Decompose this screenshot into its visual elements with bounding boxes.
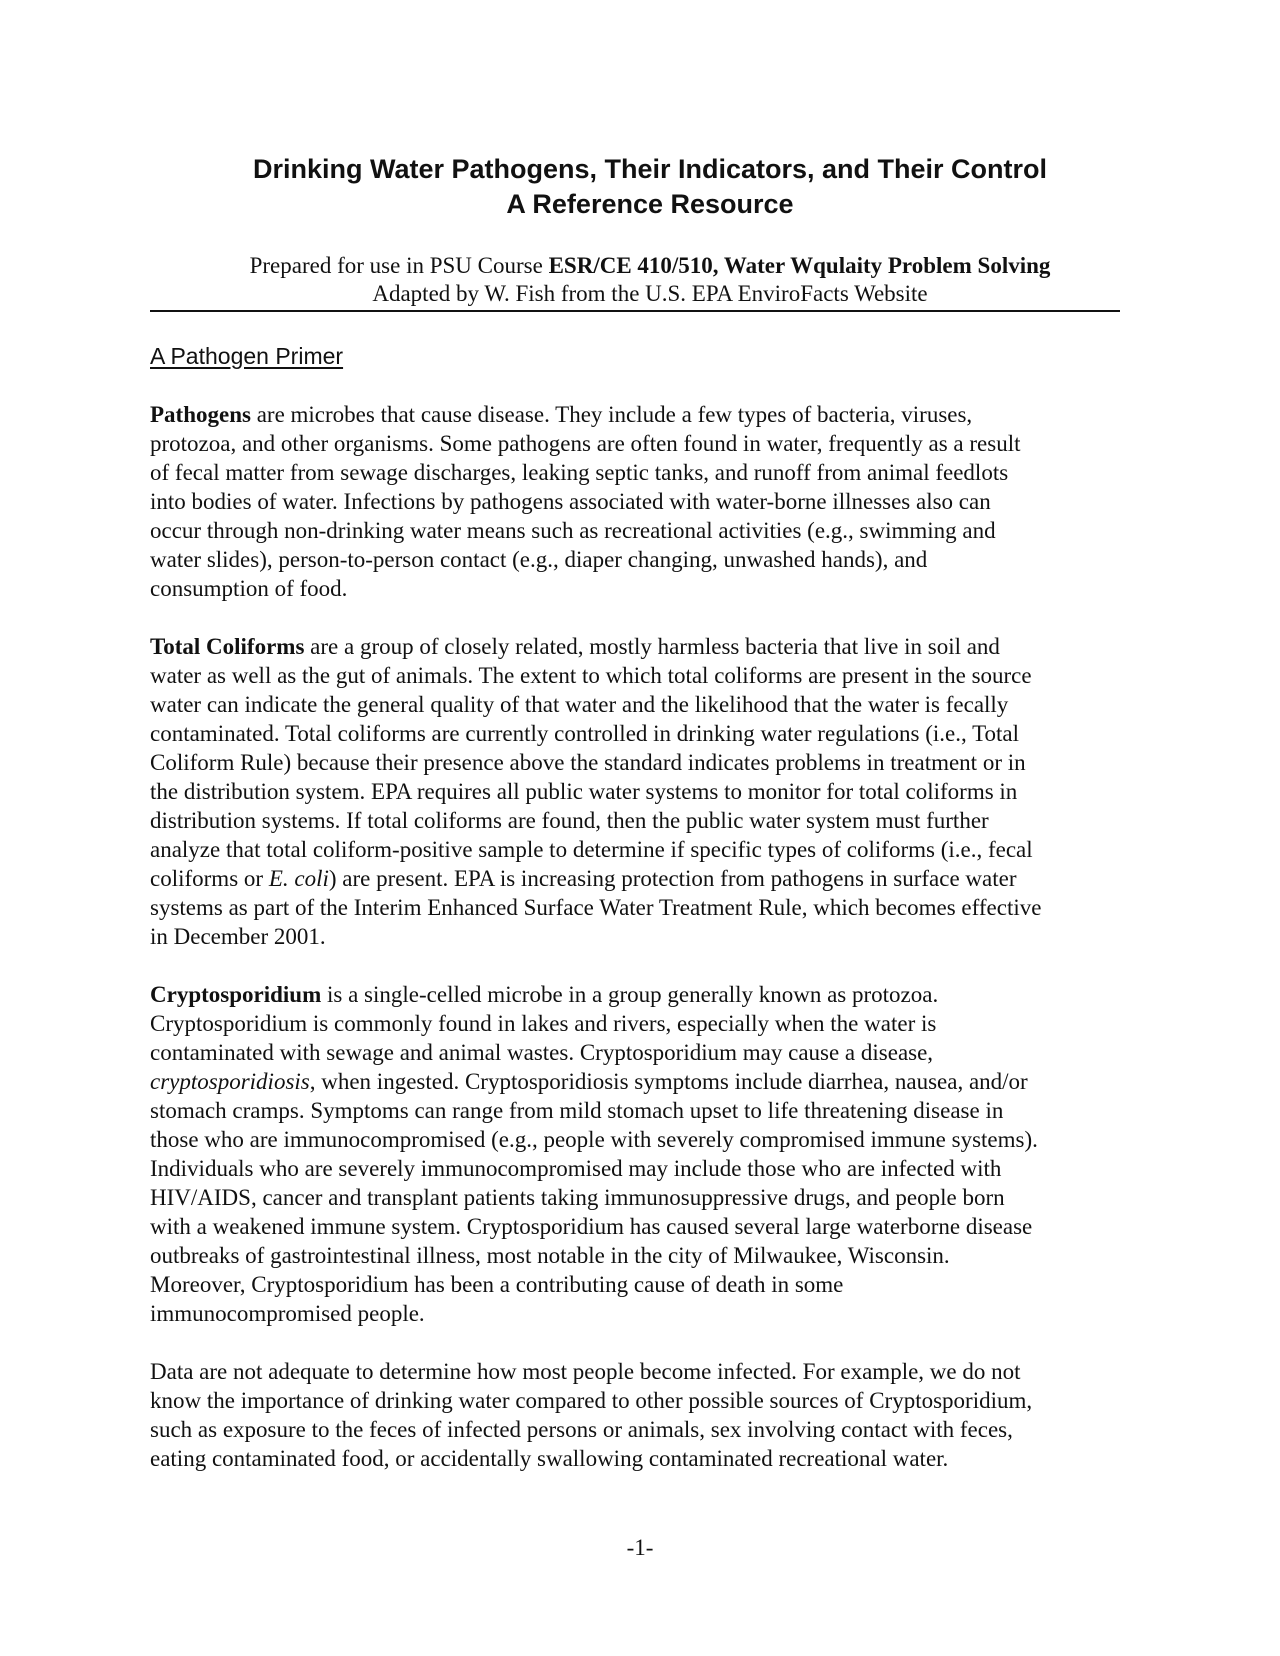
text-line: HIV/AIDS, cancer and transplant patients taking immunosuppressive drugs, and people born xyxy=(150,1185,1005,1210)
term-total-coliforms: Total Coliforms xyxy=(150,634,305,659)
text-line: with a weakened immune system. Cryptosporidium has caused several large waterborne disease xyxy=(150,1214,1033,1239)
text-line: Total Coliforms are a group of closely related, mostly harmless bacteria that live in soil and xyxy=(150,634,1000,659)
text-line: Cryptosporidium is a single-celled microbe in a group generally known as protozoa. xyxy=(150,982,939,1007)
text-line: Moreover, Cryptosporidium has been a contributing cause of death in some xyxy=(150,1272,844,1297)
text-line: analyze that total coliform-positive sample to determine if specific types of coliforms (i.e., fecal xyxy=(150,837,1033,862)
text-line: water slides), person-to-person contact (e.g., diaper changing, unwashed hands), and xyxy=(150,547,928,572)
text-line: in December 2001. xyxy=(150,924,326,949)
text-line: distribution systems. If total coliforms are found, then the public water system must further xyxy=(150,808,989,833)
text-line: contaminated. Total coliforms are currently controlled in drinking water regulations (i.e., Total xyxy=(150,721,1020,746)
text-line: the distribution system. EPA requires all public water systems to monitor for total coliforms in xyxy=(150,779,1018,804)
text-line: stomach cramps. Symptoms can range from mild stomach upset to life threatening disease in xyxy=(150,1098,1004,1123)
text-line: Cryptosporidium is commonly found in lakes and rivers, especially when the water is xyxy=(150,1011,937,1036)
text-line: immunocompromised people. xyxy=(150,1301,425,1326)
paragraph-data-adequacy xyxy=(150,1357,1140,1473)
text-line: contaminated with sewage and animal wastes. Cryptosporidium may cause a disease, xyxy=(150,1040,934,1065)
text-line: consumption of food. xyxy=(150,576,348,601)
text-line: water as well as the gut of animals. The extent to which total coliforms are present in the source xyxy=(150,663,1032,688)
prepared-prefix: Prepared for use in PSU Course xyxy=(249,253,549,278)
term-pathogens: Pathogens xyxy=(150,402,251,427)
text-line: know the importance of drinking water compared to other possible sources of Cryptosporidium, xyxy=(150,1388,1033,1413)
text-line: outbreaks of gastrointestinal illness, most notable in the city of Milwaukee, Wisconsin. xyxy=(150,1243,950,1268)
text-line: Data are not adequate to determine how most people become infected. For example, we do not xyxy=(150,1359,1021,1384)
text-line: into bodies of water. Infections by pathogens associated with water-borne illnesses also can xyxy=(150,489,991,514)
text-line: water can indicate the general quality of that water and the likelihood that the water is fecally xyxy=(150,692,1009,717)
cryptosporidiosis-italic: cryptosporidiosis xyxy=(150,1069,310,1094)
text-line: of fecal matter from sewage discharges, leaking septic tanks, and runoff from animal feedlots xyxy=(150,460,1009,485)
term-cryptosporidium: Cryptosporidium xyxy=(150,982,322,1007)
text-line: Pathogens are microbes that cause disease. They include a few types of bacteria, viruses, xyxy=(150,402,973,427)
document-title xyxy=(150,152,1150,222)
paragraph-total-coliforms xyxy=(150,632,1140,951)
paragraph-pathogens xyxy=(150,400,1140,603)
course-name: ESR/CE 410/510, Water Wqulaity Problem Solving xyxy=(548,253,1051,278)
prepared-line xyxy=(150,252,1150,280)
text-line: occur through non-drinking water means such as recreational activities (e.g., swimming and xyxy=(150,518,996,543)
text-line: protozoa, and other organisms. Some pathogens are often found in water, frequently as a result xyxy=(150,431,1021,456)
text-line: eating contaminated food, or accidentally swallowing contaminated recreational water. xyxy=(150,1446,949,1471)
title-line-2: A Reference Resource xyxy=(506,189,794,219)
adapted-line: Adapted by W. Fish from the U.S. EPA EnviroFacts Website xyxy=(372,281,928,306)
text-line: systems as part of the Interim Enhanced Surface Water Treatment Rule, which becomes effective xyxy=(150,895,1042,920)
header-divider xyxy=(150,310,1120,312)
title-line-1: Drinking Water Pathogens, Their Indicators, and Their Control xyxy=(252,154,1048,184)
section-heading: A Pathogen Primer xyxy=(150,343,344,369)
prepared-for-block xyxy=(150,252,1150,308)
text-line: Individuals who are severely immunocompromised may include those who are infected with xyxy=(150,1156,1002,1181)
text-line: those who are immunocompromised (e.g., people with severely compromised immune systems). xyxy=(150,1127,1038,1152)
e-coli-italic: E. coli xyxy=(268,866,329,891)
page-number: -1- xyxy=(626,1535,654,1560)
text-line: Coliform Rule) because their presence above the standard indicates problems in treatment or in xyxy=(150,750,1026,775)
text-line: cryptosporidiosis, when ingested. Cryptosporidiosis symptoms include diarrhea, nausea, and/or xyxy=(150,1069,1028,1094)
paragraph-cryptosporidium xyxy=(150,980,1140,1328)
text-line: coliforms or E. coli) are present. EPA is increasing protection from pathogens in surface water xyxy=(150,866,1017,891)
text-line: such as exposure to the feces of infected persons or animals, sex involving contact with feces, xyxy=(150,1417,1013,1442)
